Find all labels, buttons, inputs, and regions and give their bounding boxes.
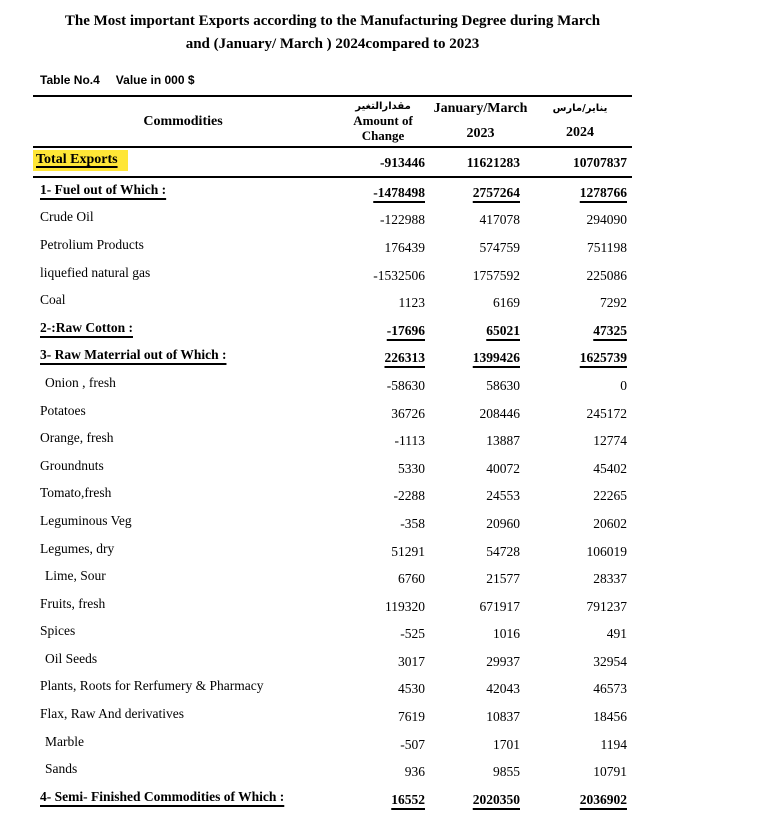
table-header-row — [33, 97, 632, 148]
table-row — [33, 261, 632, 289]
commodity-label: Orange, fresh — [40, 430, 114, 446]
amount-of-change-value: -525 — [400, 626, 425, 642]
column-header-year-2024: 2024 — [566, 125, 594, 140]
value-2023: 1399426 — [472, 350, 520, 366]
column-header-period-english: January/March — [433, 101, 528, 116]
total-exports-2023-value: 11621283 — [466, 155, 520, 170]
commodity-label: 4- Semi- Finished Commodities of Which : — [40, 788, 285, 804]
amount-of-change-value: -358 — [400, 515, 425, 531]
commodity-label: Fruits, fresh — [40, 595, 106, 611]
commodity-label: Leguminous Veg — [40, 512, 132, 528]
amount-of-change-value: 176439 — [384, 239, 425, 255]
commodity-label: Legumes, dry — [40, 540, 115, 556]
table-row — [33, 702, 632, 730]
value-2023: 671917 — [479, 598, 520, 614]
table-row — [33, 757, 632, 785]
value-2024: 294090 — [586, 212, 627, 228]
amount-of-change-value: 7619 — [398, 709, 425, 725]
amount-of-change-value: -1478498 — [373, 184, 425, 200]
section-row — [33, 785, 632, 813]
amount-of-change-value: 16552 — [391, 791, 425, 807]
amount-of-change-value: -122988 — [380, 212, 425, 228]
value-2023: 58630 — [486, 377, 520, 393]
commodity-label: Spices — [40, 623, 76, 639]
commodity-label: Plants, Roots for Rerfumery & Pharmacy — [40, 678, 264, 694]
value-2023: 2020350 — [472, 791, 520, 807]
value-2023: 21577 — [486, 571, 520, 587]
section-row — [33, 316, 632, 344]
commodity-label: Sands — [45, 761, 78, 777]
column-header-commodities: Commodities — [143, 113, 223, 129]
amount-of-change-value: 936 — [404, 764, 425, 780]
total-exports-change-value: -913446 — [380, 155, 425, 170]
value-2024: 791237 — [586, 598, 627, 614]
commodity-label: Oil Seeds — [45, 650, 98, 666]
value-2023: 13887 — [486, 433, 520, 449]
commodity-label: Potatoes — [40, 402, 86, 418]
value-2023: 40072 — [486, 460, 520, 476]
value-2024: 106019 — [586, 543, 627, 559]
amount-of-change-value: 51291 — [391, 543, 425, 559]
value-2024: 1278766 — [579, 184, 627, 200]
value-2024: 2036902 — [579, 791, 627, 807]
table-row — [33, 564, 632, 592]
value-2023: 24553 — [486, 488, 520, 504]
table-row — [33, 620, 632, 648]
value-2023: 9855 — [493, 764, 520, 780]
commodity-label: Coal — [40, 292, 66, 308]
value-2024: 10791 — [593, 764, 627, 780]
table-row — [33, 592, 632, 620]
value-2024: 18456 — [593, 709, 627, 725]
amount-of-change-value: 226313 — [384, 350, 425, 366]
value-2024: 45402 — [593, 460, 627, 476]
value-2024: 7292 — [600, 295, 627, 311]
total-exports-label-cell — [33, 150, 333, 171]
value-2023: 1016 — [493, 626, 520, 642]
amount-of-change-value: 5330 — [398, 460, 425, 476]
value-2023: 1701 — [493, 736, 520, 752]
commodity-label: Lime, Sour — [45, 568, 106, 584]
value-2023: 54728 — [486, 543, 520, 559]
table-row — [33, 675, 632, 703]
value-2023: 20960 — [486, 515, 520, 531]
amount-of-change-value: -17696 — [386, 322, 425, 338]
table-row — [33, 454, 632, 482]
column-header-2023 — [433, 97, 528, 146]
value-2024: 1194 — [600, 736, 627, 752]
commodity-label: Onion , fresh — [45, 374, 116, 390]
value-2023: 29937 — [486, 653, 520, 669]
column-header-amount-of-change — [333, 97, 433, 146]
value-2024: 225086 — [586, 267, 627, 283]
value-2024: 22265 — [593, 488, 627, 504]
table-row — [33, 206, 632, 234]
column-header-amount-of-change-line2: Change — [361, 128, 405, 143]
commodity-label: 1- Fuel out of Which : — [40, 181, 167, 197]
commodity-label: Petrolium Products — [40, 236, 144, 252]
amount-of-change-value: -507 — [400, 736, 425, 752]
total-exports-row — [33, 148, 632, 178]
table-row — [33, 730, 632, 758]
column-header-period-arabic: يناير/مارس — [552, 103, 608, 114]
column-header-amount-of-change-line1: Amount of — [353, 113, 413, 128]
report-title-line-1: The Most important Exports according to the Manufacturing Degree during March — [64, 13, 601, 29]
value-2023: 6169 — [493, 295, 520, 311]
table-meta — [40, 73, 195, 87]
commodity-label: liquefied natural gas — [40, 264, 151, 280]
section-row — [33, 344, 632, 372]
value-2023: 42043 — [486, 681, 520, 697]
value-2023: 1757592 — [472, 267, 520, 283]
value-2024: 32954 — [593, 653, 627, 669]
value-2024: 245172 — [586, 405, 627, 421]
commodity-label: Flax, Raw And derivatives — [40, 706, 184, 722]
value-2023: 65021 — [486, 322, 520, 338]
amount-of-change-value: -2288 — [393, 488, 425, 504]
value-2023: 2757264 — [472, 184, 520, 200]
column-header-amount-of-change-arabic: مقدارالتغير — [355, 101, 411, 112]
table-row — [33, 482, 632, 510]
table-row — [33, 426, 632, 454]
total-exports-highlighted-label: Total Exports — [33, 150, 128, 171]
table-row — [33, 647, 632, 675]
report-title-line-2: and (January/ March ) 2024compared to 2023 — [185, 36, 480, 52]
column-header-2024 — [528, 97, 632, 146]
value-2023: 10837 — [486, 709, 520, 725]
value-2024: 0 — [620, 377, 627, 393]
exports-table — [33, 95, 632, 813]
value-2023: 417078 — [479, 212, 520, 228]
value-2024: 1625739 — [579, 350, 627, 366]
table-row — [33, 371, 632, 399]
value-2024: 751198 — [587, 239, 627, 255]
value-2024: 20602 — [593, 515, 627, 531]
value-2023: 574759 — [479, 239, 520, 255]
amount-of-change-value: -1113 — [394, 433, 425, 449]
section-row — [33, 178, 632, 206]
commodity-label: 3- Raw Materrial out of Which : — [40, 347, 227, 363]
report-title — [33, 10, 632, 56]
amount-of-change-value: -58630 — [386, 377, 425, 393]
value-2024: 28337 — [593, 571, 627, 587]
amount-of-change-value: 36726 — [391, 405, 425, 421]
table-row — [33, 399, 632, 427]
commodity-label: 2-:Raw Cotton : — [40, 319, 133, 335]
amount-of-change-value: 4530 — [398, 681, 425, 697]
table-row — [33, 537, 632, 565]
value-2024: 12774 — [593, 433, 627, 449]
commodity-label: Crude Oil — [40, 209, 94, 225]
table-row — [33, 233, 632, 261]
commodity-label: Tomato,fresh — [40, 485, 112, 501]
value-unit-note: Value in 000 $ — [115, 73, 195, 87]
value-2024: 46573 — [593, 681, 627, 697]
table-row — [33, 509, 632, 537]
commodity-label: Marble — [45, 733, 84, 749]
amount-of-change-value: -1532506 — [373, 267, 425, 283]
column-header-year-2023: 2023 — [466, 126, 495, 141]
value-2023: 208446 — [479, 405, 520, 421]
table-body — [33, 178, 632, 813]
amount-of-change-value: 3017 — [398, 653, 425, 669]
amount-of-change-value: 1123 — [398, 295, 425, 311]
total-exports-2024-value: 10707837 — [573, 155, 627, 170]
table-row — [33, 288, 632, 316]
amount-of-change-value: 119320 — [385, 598, 425, 614]
value-2024: 47325 — [593, 322, 627, 338]
table-number-label: Table No.4 — [40, 73, 100, 87]
value-2024: 491 — [606, 626, 627, 642]
amount-of-change-value: 6760 — [398, 571, 425, 587]
commodity-label: Groundnuts — [40, 457, 104, 473]
